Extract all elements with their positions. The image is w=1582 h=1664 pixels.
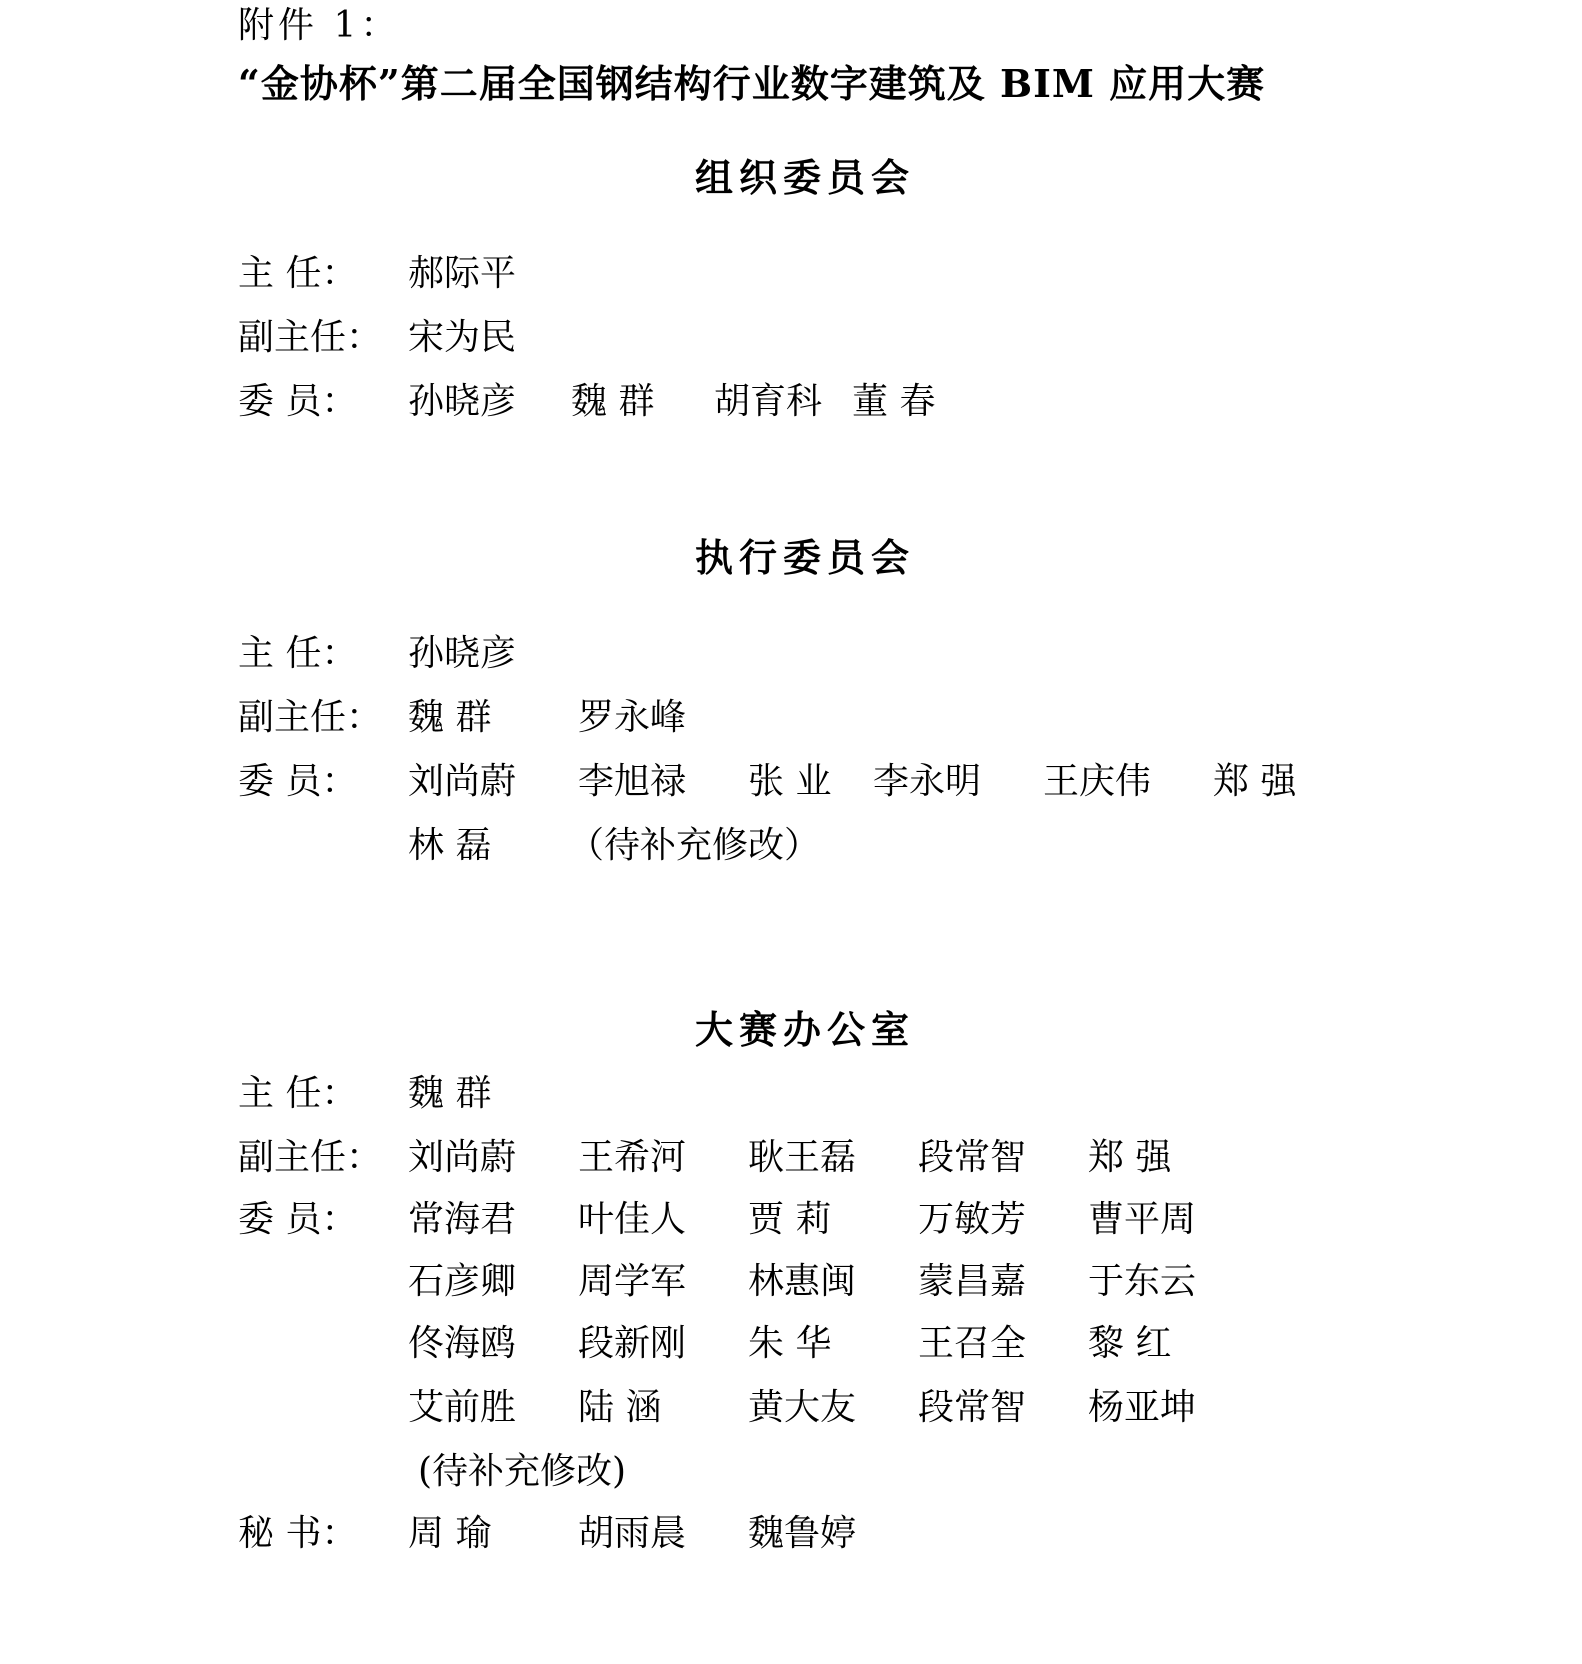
member-name: 曹平周 bbox=[1088, 1199, 1197, 1240]
exec-director-name: 孙晓彦 bbox=[408, 633, 517, 674]
deputy-name: 罗永峰 bbox=[578, 697, 687, 738]
office-deputy-label: 副主任： bbox=[238, 1137, 383, 1178]
member-name: 万敏芳 bbox=[918, 1199, 1027, 1240]
member-name: 刘尚蔚 bbox=[408, 761, 517, 802]
member-name: 陆 涵 bbox=[578, 1387, 662, 1428]
office-secretary-row bbox=[408, 1512, 1008, 1556]
member-name: 胡育科 bbox=[714, 381, 823, 422]
office-director-name: 魏 群 bbox=[408, 1073, 492, 1114]
member-name: 黄大友 bbox=[748, 1387, 857, 1428]
secretary-name: 胡雨晨 bbox=[578, 1513, 687, 1554]
exec-members-row bbox=[408, 824, 1008, 868]
section-title-office: 大赛办公室 bbox=[694, 1007, 915, 1052]
office-members-row bbox=[408, 1198, 1208, 1242]
deputy-name: 段常智 bbox=[918, 1137, 1027, 1178]
office-members-row bbox=[408, 1260, 1208, 1304]
deputy-name: 郑 强 bbox=[1088, 1137, 1172, 1178]
deputy-name: 王希河 bbox=[578, 1137, 687, 1178]
exec-deputy-row bbox=[408, 696, 1008, 740]
deputy-name: 耿王磊 bbox=[748, 1137, 857, 1178]
section-title-org-committee: 组织委员会 bbox=[694, 155, 915, 200]
section-title-exec-committee: 执行委员会 bbox=[694, 535, 915, 580]
member-name: 周学军 bbox=[578, 1261, 687, 1302]
attachment-label: 附件 1： bbox=[238, 5, 401, 46]
member-name: 张 业 bbox=[748, 761, 832, 802]
document-title: “金协杯”第二届全国钢结构行业数字建筑及 BIM 应用大赛 bbox=[238, 61, 1266, 106]
exec-members-row bbox=[408, 760, 1328, 804]
member-name: 贾 莉 bbox=[748, 1199, 832, 1240]
secretary-name: 周 瑜 bbox=[408, 1513, 492, 1554]
member-name: 朱 华 bbox=[748, 1323, 832, 1364]
exec-director-label: 主 任： bbox=[238, 633, 358, 674]
member-name: 佟海鸥 bbox=[408, 1323, 517, 1364]
deputy-name: 魏 群 bbox=[408, 697, 492, 738]
edit-note: （待补充修改） bbox=[568, 825, 821, 866]
member-name: 蒙昌嘉 bbox=[918, 1261, 1027, 1302]
org-deputy-name: 宋为民 bbox=[408, 317, 517, 358]
org-director-name: 郝际平 bbox=[408, 253, 517, 294]
member-name: 黎 红 bbox=[1088, 1323, 1172, 1364]
secretary-name: 魏鲁婷 bbox=[748, 1513, 857, 1554]
org-members-row bbox=[408, 380, 1128, 424]
member-name: 林 磊 bbox=[408, 825, 492, 866]
member-name: 董 春 bbox=[852, 381, 936, 422]
org-director-label: 主 任： bbox=[238, 253, 358, 294]
office-members-label: 委 员： bbox=[238, 1199, 358, 1240]
member-name: 于东云 bbox=[1088, 1261, 1197, 1302]
member-name: 孙晓彦 bbox=[408, 381, 517, 422]
office-members-row bbox=[408, 1322, 1208, 1366]
edit-note: (待补充修改) bbox=[418, 1451, 627, 1492]
office-members-row bbox=[408, 1386, 1208, 1430]
member-name: 王召全 bbox=[918, 1323, 1027, 1364]
member-name: 林惠闽 bbox=[748, 1261, 857, 1302]
member-name: 常海君 bbox=[408, 1199, 517, 1240]
office-director-label: 主 任： bbox=[238, 1073, 358, 1114]
member-name: 段新刚 bbox=[578, 1323, 687, 1364]
member-name: 郑 强 bbox=[1213, 761, 1297, 802]
deputy-name: 刘尚蔚 bbox=[408, 1137, 517, 1178]
member-name: 石彦卿 bbox=[408, 1261, 517, 1302]
member-name: 段常智 bbox=[918, 1387, 1027, 1428]
member-name: 李旭禄 bbox=[578, 761, 687, 802]
office-secretary-label: 秘 书： bbox=[238, 1513, 358, 1554]
member-name: 魏 群 bbox=[571, 381, 655, 422]
member-name: 艾前胜 bbox=[408, 1387, 517, 1428]
member-name: 王庆伟 bbox=[1043, 761, 1152, 802]
office-deputy-row bbox=[408, 1136, 1208, 1180]
org-members-label: 委 员： bbox=[238, 381, 358, 422]
member-name: 李永明 bbox=[873, 761, 982, 802]
exec-deputy-label: 副主任： bbox=[238, 697, 383, 738]
exec-members-label: 委 员： bbox=[238, 761, 358, 802]
member-name: 杨亚坤 bbox=[1088, 1387, 1197, 1428]
org-deputy-label: 副主任： bbox=[238, 317, 383, 358]
member-name: 叶佳人 bbox=[578, 1199, 687, 1240]
